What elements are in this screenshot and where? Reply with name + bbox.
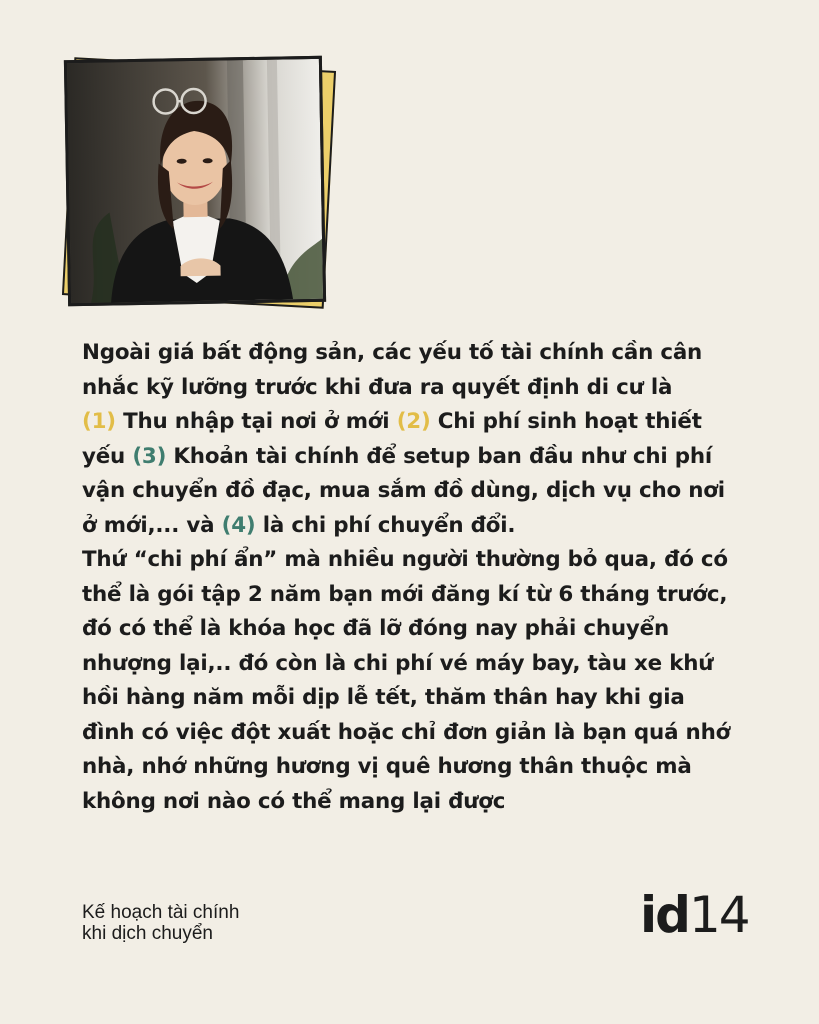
body-line: vận chuyển đồ đạc, mua sắm đồ dùng, dịch vụ cho nơi: [82, 478, 725, 503]
caption-line-1: Kế hoạch tài chính: [82, 902, 240, 923]
portrait-photo: [64, 56, 326, 306]
logo-14: 14: [688, 886, 749, 944]
body-line: nhà, nhớ những hương vị quê hương thân thuộc mà: [82, 754, 692, 779]
body-line: đó có thể là khóa học đã lỡ đóng nay phải chuyển: [82, 616, 670, 641]
body-line: thể là gói tập 2 năm bạn mới đăng kí từ 6 tháng trước,: [82, 581, 728, 607]
body-line: đình có việc đột xuất hoặc chỉ đơn giản là bạn quá nhớ: [82, 719, 731, 745]
series-caption: [82, 902, 239, 944]
item-number-2: (2): [396, 409, 431, 434]
logo-id: id: [640, 886, 689, 944]
item-text-income: Thu nhập tại nơi ở mới: [115, 409, 397, 434]
body-line: Ngoài giá bất động sản, các yếu tố tài chính cần cân: [82, 340, 703, 365]
article-body: [82, 336, 742, 819]
portrait-photo-frame: [62, 54, 334, 306]
item-text-living-cost: Chi phí sinh hoạt thiết: [430, 409, 702, 434]
body-line: [82, 440, 742, 475]
item-number-4: (4): [221, 512, 256, 538]
brand-logo: [640, 888, 749, 942]
item-text-setup-cont: ở mới,... và: [82, 512, 222, 538]
item-text-living-cost-cont: yếu: [82, 443, 133, 469]
item-number-1: (1): [82, 409, 116, 434]
body-line: Thứ “chi phí ẩn” mà nhiều người thường bỏ qua, đó có: [82, 547, 728, 572]
body-line: hồi hàng năm mỗi dịp lễ tết, thăm thân hay khi gia: [82, 685, 685, 710]
item-text-setup: Khoản tài chính để setup ban đầu như chi phí: [166, 443, 713, 469]
item-number-3: (3): [132, 443, 167, 469]
body-line: [82, 405, 742, 440]
body-line: không nơi nào có thể mang lại được: [82, 788, 506, 814]
body-line: nhắc kỹ lưỡng trước khi đưa ra quyết định di cư là: [82, 374, 673, 400]
body-line: [82, 509, 742, 544]
item-text-conversion: là chi phí chuyển đổi.: [255, 512, 516, 538]
caption-line-2: khi dịch chuyển: [82, 923, 213, 944]
body-line: nhượng lại,.. đó còn là chi phí vé máy bay, tàu xe khứ: [82, 650, 714, 676]
